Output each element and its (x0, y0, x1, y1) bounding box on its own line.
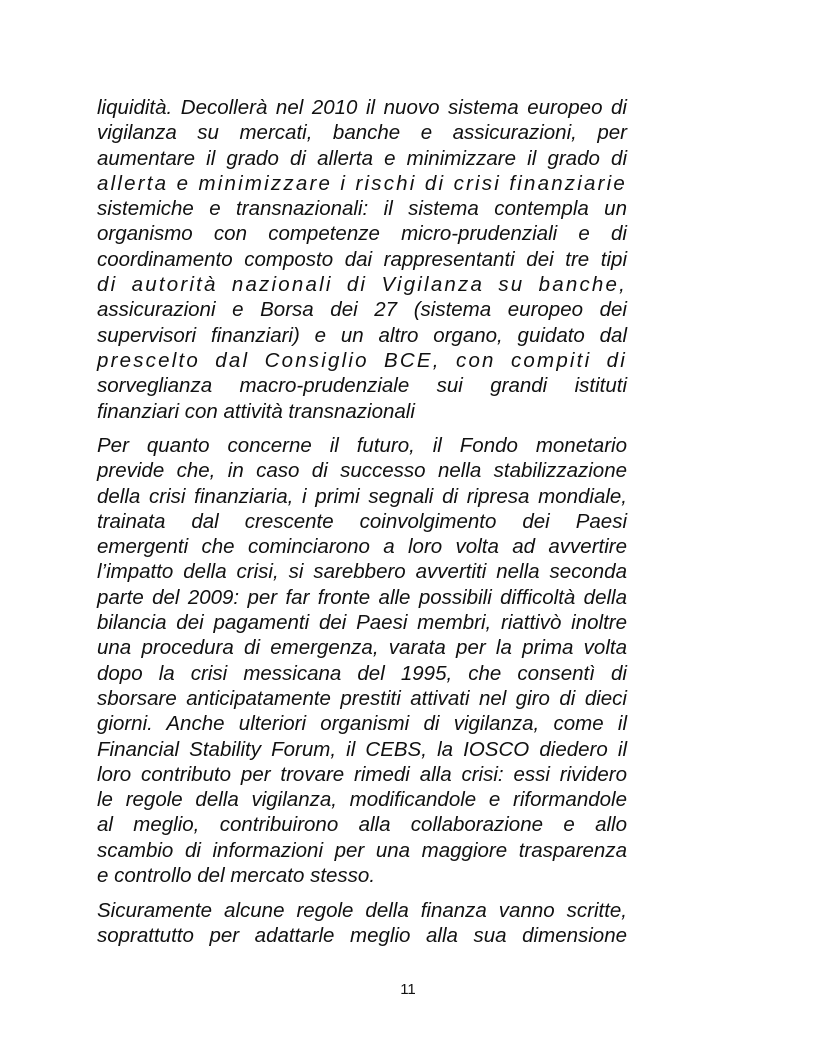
paragraph-line: le regole della vigilanza, modificandole e riformandole (97, 788, 627, 812)
paragraph-line: sborsare anticipatamente prestiti attivati nel giro di dieci (97, 686, 627, 710)
paragraph-line: previde che, in caso di successo nella stabilizzazione (97, 459, 627, 483)
paragraph-line: prescelto dal Consiglio BCE, con compiti di (97, 348, 627, 372)
paragraph-line: finanziari con attività transnazionali (97, 399, 415, 423)
paragraph-2 (97, 433, 627, 888)
paragraph-line: sorveglianza macro-prudenziale sui grandi istituti (97, 374, 627, 398)
paragraph-line: Per quanto concerne il futuro, il Fondo monetario (97, 434, 627, 457)
paragraph-line: l’impatto della crisi, si sarebbero avvertiti nella seconda (97, 560, 627, 584)
paragraph-line: scambio di informazioni per una maggiore trasparenza (97, 838, 627, 862)
paragraph-1 (97, 95, 627, 424)
paragraph-line: Financial Stability Forum, il CEBS, la IOSCO diedero il (97, 737, 627, 761)
paragraph-line: e controllo del mercato stesso. (97, 864, 376, 888)
paragraph-line: liquidità. Decollerà nel 2010 il nuovo sistema europeo di (97, 96, 627, 119)
paragraph-line: soprattutto per adattarle meglio alla sua dimensione (97, 924, 627, 948)
paragraph-line: supervisori finanziari) e un altro organo, guidato dal (97, 323, 627, 347)
paragraph-3 (97, 898, 627, 949)
paragraph-line: assicurazioni e Borsa dei 27 (sistema europeo dei (97, 298, 627, 322)
paragraph-line: di autorità nazionali di Vigilanza su banche, (97, 273, 627, 297)
paragraph-line: coordinamento composto dai rappresentanti dei tre tipi (97, 247, 627, 271)
page-number: 11 (400, 981, 416, 998)
paragraph-line: sistemiche e transnazionali: il sistema contempla un (97, 197, 627, 221)
paragraph-line: organismo con competenze micro-prudenziali e di (97, 222, 627, 246)
paragraph-line: Sicuramente alcune regole della finanza vanno scritte, (97, 899, 627, 922)
paragraph-line: vigilanza su mercati, banche e assicurazioni, per (97, 121, 627, 145)
paragraph-line: trainata dal crescente coinvolgimento dei Paesi (97, 509, 627, 533)
paragraph-line: dopo la crisi messicana del 1995, che consentì di (97, 661, 627, 685)
paragraph-line: parte del 2009: per far fronte alle possibili difficoltà della (97, 585, 627, 609)
paragraph-line: una procedura di emergenza, varata per la prima volta (97, 636, 627, 660)
paragraph-line: bilancia dei pagamenti dei Paesi membri, riattivò inoltre (97, 611, 627, 635)
paragraph-line: al meglio, contribuirono alla collaborazione e allo (97, 813, 627, 837)
paragraph-line: aumentare il grado di allerta e minimizzare il grado di (97, 146, 627, 170)
paragraph-line: emergenti che cominciarono a loro volta ad avvertire (97, 535, 627, 559)
paragraph-line: allerta e minimizzare i rischi di crisi finanziarie (97, 171, 627, 195)
paragraph-line: giorni. Anche ulteriori organismi di vigilanza, come il (97, 712, 627, 736)
paragraph-line: loro contributo per trovare rimedi alla crisi: essi rividero (97, 762, 627, 786)
paragraph-line: della crisi finanziaria, i primi segnali di ripresa mondiale, (97, 484, 627, 508)
